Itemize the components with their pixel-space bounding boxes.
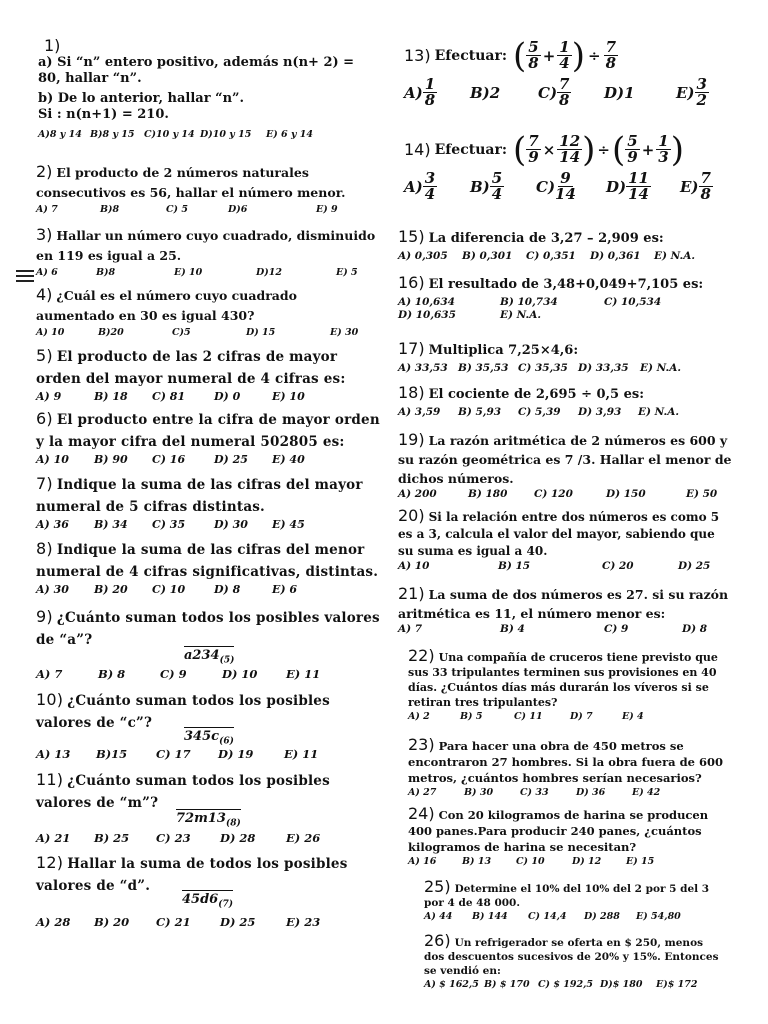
option-e[interactable]: E) 45 xyxy=(272,518,305,531)
option-c[interactable]: C) 21 xyxy=(156,915,191,929)
option-a[interactable]: A) 200 xyxy=(398,488,437,500)
option-b[interactable]: B) 144 xyxy=(472,911,508,922)
question-text: ¿Cuál es el número cuyo cuadrado aumentado en 30 es igual 430? xyxy=(36,288,297,323)
question-number: 1) xyxy=(44,36,61,55)
question-label: Efectuar: xyxy=(434,141,507,158)
option-a[interactable]: A) 27 xyxy=(408,787,437,798)
question-25 xyxy=(424,877,724,923)
question-16 xyxy=(398,272,733,322)
option-d[interactable]: D) 8 xyxy=(214,583,241,596)
option-a[interactable]: A) 30 xyxy=(36,583,69,596)
option-d[interactable]: D) 150 xyxy=(606,488,646,500)
option-c[interactable]: C) 16 xyxy=(152,453,186,466)
question-number: 18) xyxy=(398,383,425,402)
question-10 xyxy=(36,689,386,769)
option-e[interactable]: E) 6 xyxy=(272,583,298,596)
question-number: 23) xyxy=(408,735,435,754)
option-b[interactable]: B) 10,734 xyxy=(500,296,558,308)
option-e[interactable]: E) 26 xyxy=(286,831,321,845)
option-a[interactable]: A) 10 xyxy=(398,560,430,572)
option-a[interactable]: A) $\frac{3}{4}$ xyxy=(404,169,436,203)
question-text: Con 20 kilogramos de harina se producen 400 panes.Para producir 240 panes, ¿cuántos kilogramos de harina se necesitan? xyxy=(408,808,709,854)
option-e[interactable]: E) 11 xyxy=(286,667,321,681)
option-b[interactable]: B)15 xyxy=(96,747,128,761)
question-number: 9) xyxy=(36,607,53,626)
option-b[interactable]: B) 5,93 xyxy=(458,406,502,418)
option-c[interactable]: C) 35 xyxy=(152,518,186,531)
option-d[interactable]: D) 10 xyxy=(222,667,258,681)
question-number: 7) xyxy=(36,474,53,493)
option-c[interactable]: C)10 y 14 xyxy=(144,129,195,140)
option-b[interactable]: B) 25 xyxy=(94,831,130,845)
option-a[interactable]: A)8 y 14 xyxy=(38,129,82,140)
option-e[interactable]: E) 50 xyxy=(686,488,718,500)
question-11 xyxy=(36,769,386,849)
option-b[interactable]: B) 180 xyxy=(468,488,508,500)
option-c[interactable]: C)5 xyxy=(172,327,191,338)
option-b[interactable]: B) 34 xyxy=(94,518,128,531)
option-b[interactable]: B)20 xyxy=(98,327,124,338)
question-text: ¿Cuánto suman todos los posibles valores de “c”? xyxy=(36,693,330,731)
option-d[interactable]: D) 28 xyxy=(220,831,256,845)
question-number: 26) xyxy=(424,931,451,950)
question-text: El cociente de 2,695 ÷ 0,5 es: xyxy=(428,387,645,402)
option-e[interactable]: E) N.A. xyxy=(640,362,682,374)
question-18 xyxy=(398,382,733,419)
question-number: 5) xyxy=(36,346,53,365)
menu-lines-icon xyxy=(16,270,34,288)
option-e[interactable]: E) 15 xyxy=(626,856,655,867)
question-text: ¿Cuánto suman todos los posibles valores de “a”? xyxy=(36,610,380,648)
option-a[interactable]: A) 13 xyxy=(36,747,71,761)
option-a[interactable]: A) 6 xyxy=(36,267,58,278)
question-text-b: b) De lo anterior, hallar “n”. xyxy=(38,91,245,106)
option-a[interactable]: A) 9 xyxy=(36,390,62,403)
option-d[interactable]: D)$ 180 xyxy=(600,979,643,990)
question-text: Multiplica 7,25×4,6: xyxy=(428,343,579,358)
question-9 xyxy=(36,606,386,686)
question-number: 17) xyxy=(398,339,425,358)
question-number: 19) xyxy=(398,430,425,449)
question-17 xyxy=(398,338,733,375)
numeral-expression: $a234_{(5)}$ xyxy=(184,648,235,666)
numeral-expression: $345c_{(6)}$ xyxy=(184,729,234,747)
option-a[interactable]: A) 10 xyxy=(36,327,65,338)
option-c[interactable]: C) 17 xyxy=(156,747,191,761)
option-c[interactable]: C) 81 xyxy=(152,390,186,403)
option-b[interactable]: B) 5 xyxy=(460,711,483,722)
question-23 xyxy=(408,737,728,799)
option-e[interactable]: E) $\frac{7}{8}$ xyxy=(680,169,711,203)
question-number: 15) xyxy=(398,227,425,246)
option-a[interactable]: A) 2 xyxy=(408,711,430,722)
option-c[interactable]: C) 11 xyxy=(514,711,543,722)
question-text: La diferencia de 3,27 – 2,909 es: xyxy=(428,231,664,246)
question-number: 6) xyxy=(36,409,53,428)
question-7 xyxy=(36,473,381,531)
question-number: 13) xyxy=(404,46,431,65)
option-b[interactable]: B) 30 xyxy=(464,787,494,798)
option-d[interactable]: D) 7 xyxy=(570,711,593,722)
option-e[interactable]: E) $\frac{3}{2}$ xyxy=(676,75,707,109)
option-c[interactable]: C) $\frac{7}{8}$ xyxy=(538,75,570,109)
question-21 xyxy=(398,584,733,636)
option-c[interactable]: C) 35,35 xyxy=(518,362,568,374)
option-c[interactable]: C) 0,351 xyxy=(526,250,576,262)
option-a[interactable]: A) 44 xyxy=(424,911,453,922)
option-d[interactable]: D) 3,93 xyxy=(578,406,622,418)
question-text: ¿Cuánto suman todos los posibles valores de “m”? xyxy=(36,773,330,811)
option-e[interactable]: E) 40 xyxy=(272,453,305,466)
option-b[interactable]: B) 90 xyxy=(94,453,128,466)
question-number: 2) xyxy=(36,162,53,181)
question-6 xyxy=(36,408,381,466)
option-c[interactable]: C) 33 xyxy=(520,787,549,798)
question-text: Hallar la suma de todos los posibles valores de “d”. xyxy=(36,856,348,894)
option-b[interactable]: B) $ 170 xyxy=(484,979,530,990)
option-e[interactable]: E) N.A. xyxy=(500,309,542,321)
question-number: 11) xyxy=(36,770,64,789)
question-label: Efectuar: xyxy=(434,47,507,64)
option-d[interactable]: D)12 xyxy=(256,267,282,278)
option-b[interactable]: B)8 y 15 xyxy=(90,129,135,140)
option-e[interactable]: E) 5 xyxy=(336,267,358,278)
option-d[interactable]: D) 19 xyxy=(218,747,254,761)
option-b[interactable]: B) 18 xyxy=(94,390,128,403)
option-c[interactable]: C) 10,534 xyxy=(604,296,662,308)
question-text: El producto de 2 números naturales consecutivos es 56, hallar el número menor. xyxy=(36,165,346,200)
option-d[interactable]: D) 0 xyxy=(214,390,241,403)
question-text: Para hacer una obra de 450 metros se encontraron 27 hombres. Si la obra fuera de 600 metros, ¿cuántos hombres serían necesarios? xyxy=(408,739,723,785)
question-number: 14) xyxy=(404,140,431,159)
question-22 xyxy=(408,648,728,723)
question-14 xyxy=(404,129,734,203)
option-c[interactable]: C) $ 192,5 xyxy=(538,979,594,990)
question-text: Si la relación entre dos números es como 5 es a 3, calcula el valor del mayor, sabiendo que su suma es igual a 40. xyxy=(398,510,720,558)
question-text-c: Si : n(n+1) = 210. xyxy=(38,107,169,122)
question-20 xyxy=(398,507,733,573)
question-5 xyxy=(36,345,381,403)
option-c[interactable]: C) 120 xyxy=(534,488,573,500)
question-12 xyxy=(36,852,386,936)
option-c[interactable]: C) $\frac{9}{14}$ xyxy=(536,169,576,203)
option-d[interactable]: D) 12 xyxy=(572,856,602,867)
option-e[interactable]: E) 11 xyxy=(284,747,319,761)
option-b[interactable]: B) 35,53 xyxy=(458,362,509,374)
question-number: 4) xyxy=(36,285,53,304)
option-a[interactable]: A) $ 162,5 xyxy=(424,979,479,990)
numeral-expression: $72m13_{(8)}$ xyxy=(176,811,241,829)
question-text: El resultado de 3,48+0,049+7,105 es: xyxy=(428,277,704,292)
option-c[interactable]: C) 20 xyxy=(602,560,634,572)
question-number: 3) xyxy=(36,225,53,244)
question-19 xyxy=(398,430,733,501)
option-d[interactable]: D) 33,35 xyxy=(578,362,629,374)
option-a[interactable]: A) 33,53 xyxy=(398,362,448,374)
option-e[interactable]: E) N.A. xyxy=(638,406,680,418)
fraction-expression: ( $\frac{7}{9}$ × $\frac{12}{14}$ ) ÷ ( $\frac{5}{9}$ + $\frac{1}{3}$ ) xyxy=(513,129,684,170)
option-a[interactable]: A) 10 xyxy=(36,453,69,466)
option-a[interactable]: A) 36 xyxy=(36,518,69,531)
option-b[interactable]: B) 8 xyxy=(98,667,126,681)
question-text: Indique la suma de las cifras del menor numeral de 4 cifras significativas, distintas. xyxy=(36,542,379,580)
question-text: Indique la suma de las cifras del mayor numeral de 5 cifras distintas. xyxy=(36,477,363,515)
question-15 xyxy=(398,226,733,263)
option-a[interactable]: A) 21 xyxy=(36,831,71,845)
question-8 xyxy=(36,538,381,596)
question-number: 8) xyxy=(36,539,53,558)
question-number: 20) xyxy=(398,506,425,525)
option-d[interactable]: D) 25 xyxy=(678,560,711,572)
option-d[interactable]: D) 15 xyxy=(246,327,276,338)
question-number: 16) xyxy=(398,273,425,292)
option-b[interactable]: B) 20 xyxy=(94,583,128,596)
fraction-expression: ( $\frac{5}{8}$ + $\frac{1}{4}$ ) ÷ $\frac{7}{8}$ xyxy=(513,35,616,76)
question-24 xyxy=(408,806,728,868)
option-d[interactable]: D) 10,635 xyxy=(398,309,456,321)
option-b[interactable]: B) 15 xyxy=(498,560,531,572)
option-a[interactable]: A) 3,59 xyxy=(398,406,441,418)
question-1 xyxy=(38,36,378,141)
option-e[interactable]: E)$ 172 xyxy=(656,979,698,990)
option-b[interactable]: B) 0,301 xyxy=(462,250,513,262)
question-text: Determine el 10% del 10% del 2 por 5 del 3 por 4 de 48 000. xyxy=(424,883,710,909)
question-number: 21) xyxy=(398,584,425,603)
option-e[interactable]: E) 54,80 xyxy=(636,911,681,922)
option-a[interactable]: A) 0,305 xyxy=(398,250,448,262)
option-e[interactable]: E) 23 xyxy=(286,915,321,929)
option-d[interactable]: D) 288 xyxy=(584,911,620,922)
question-text: Una compañía de cruceros tiene previsto que sus 33 tripulantes terminen sus provisiones en 40 días. ¿Cuántos días más durarán los víveros si se retiran tres tripulantes? xyxy=(408,651,718,709)
question-text: El producto de las 2 cifras de mayor orden del mayor numeral de 4 cifras es: xyxy=(36,349,346,387)
option-a[interactable]: A) $\frac{1}{8}$ xyxy=(404,75,436,109)
option-b[interactable]: B) $\frac{5}{4}$ xyxy=(470,169,503,203)
option-d[interactable]: D) 25 xyxy=(214,453,248,466)
question-text-a: a) Si “n” entero positivo, además n(n+ 2) = 80, hallar “n”. xyxy=(38,55,355,86)
option-b[interactable]: B) 2 xyxy=(470,83,501,102)
question-3 xyxy=(36,225,376,279)
question-text: La razón aritmética de 2 números es 600 y su razón geométrica es 7 /3. Hallar el menor de dichos números. xyxy=(398,433,732,486)
question-number: 22) xyxy=(408,646,435,665)
option-d[interactable]: D) 8 xyxy=(682,623,708,635)
option-e[interactable]: E) 10 xyxy=(272,390,305,403)
option-c[interactable]: C) 10 xyxy=(152,583,186,596)
option-c[interactable]: C) 9 xyxy=(604,623,629,635)
option-d[interactable]: D) 0,361 xyxy=(590,250,641,262)
option-a[interactable]: A) 7 xyxy=(398,623,423,635)
option-d[interactable]: D)6 xyxy=(228,204,248,215)
option-c[interactable]: E) 10 xyxy=(174,267,203,278)
question-number: 25) xyxy=(424,877,451,896)
numeral-expression: $45d6_{(7)}$ xyxy=(182,892,234,910)
option-e[interactable]: E) 9 xyxy=(316,204,338,215)
option-e[interactable]: E) 6 y 14 xyxy=(266,129,314,140)
question-text: Un refrigerador se oferta en $ 250, menos dos descuentos sucesivos de 20% y 15%. Entonces se vendió en: xyxy=(424,937,719,977)
question-text: El producto entre la cifra de mayor orden y la mayor cifra del numeral 502805 es: xyxy=(36,412,380,450)
option-b[interactable]: B) 4 xyxy=(500,623,525,635)
question-number: 10) xyxy=(36,690,64,709)
option-b[interactable]: B) 13 xyxy=(462,856,492,867)
option-c[interactable]: C) 14,4 xyxy=(528,911,567,922)
option-d[interactable]: D)10 y 15 xyxy=(200,129,252,140)
option-b[interactable]: B) 20 xyxy=(94,915,130,929)
question-number: 12) xyxy=(36,853,64,872)
option-a[interactable]: A) 16 xyxy=(408,856,437,867)
question-26 xyxy=(424,931,724,991)
option-d[interactable]: D) 30 xyxy=(214,518,248,531)
option-a[interactable]: A) 28 xyxy=(36,915,71,929)
option-e[interactable]: E) N.A. xyxy=(654,250,696,262)
option-e[interactable]: E) 42 xyxy=(632,787,661,798)
option-a[interactable]: A) 7 xyxy=(36,667,63,681)
question-13 xyxy=(404,35,734,109)
option-d[interactable]: D) $\frac{11}{14}$ xyxy=(606,169,649,203)
option-e[interactable]: E) 4 xyxy=(622,711,644,722)
question-text: La suma de dos números es 27. si su razón aritmética es 11, el número menor es: xyxy=(398,587,729,621)
option-a[interactable]: A) 10,634 xyxy=(398,296,455,308)
option-d[interactable]: D) 1 xyxy=(604,83,635,102)
question-4 xyxy=(36,285,376,339)
option-b[interactable]: B)8 xyxy=(96,267,116,278)
option-c[interactable]: C) 23 xyxy=(156,831,191,845)
option-c[interactable]: C) 9 xyxy=(160,667,187,681)
option-e[interactable]: E) 30 xyxy=(330,327,359,338)
question-text: Hallar un número cuyo cuadrado, disminuido en 119 es igual a 25. xyxy=(36,228,376,263)
option-c[interactable]: C) 5 xyxy=(166,204,188,215)
question-2 xyxy=(36,162,376,216)
option-b[interactable]: B)8 xyxy=(100,204,120,215)
question-number: 24) xyxy=(408,804,435,823)
option-c[interactable]: C) 5,39 xyxy=(518,406,561,418)
option-a[interactable]: A) 7 xyxy=(36,204,58,215)
option-d[interactable]: D) 36 xyxy=(576,787,606,798)
option-d[interactable]: D) 25 xyxy=(220,915,256,929)
option-c[interactable]: C) 10 xyxy=(516,856,545,867)
